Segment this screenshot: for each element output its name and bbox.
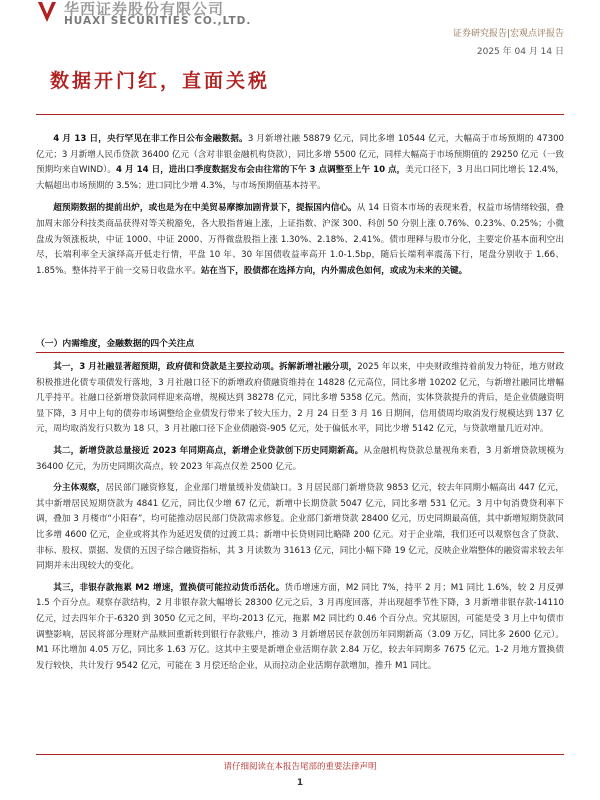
sec-4-run-0: 其三，非银存款拖累 M2 增速，置换债可能拉动货币活化。 — [53, 582, 285, 593]
intro-2-run-2: 站在当下，股债都在选择方向，内外需成色如何，或成为未来的关键。 — [200, 265, 468, 276]
company-name-en: HUAXI SECURITIES CO.,LTD. — [64, 15, 252, 27]
page-header — [0, 0, 600, 60]
sec-1-run-1: 2025 年以来，中央财政维持着前发力特征，地方财政积极推进化债专项债发行落地，3 月社融口径下的新增政府债融资维持在 14828 亿元高位，同比多增 10202 亿元，与新增社融同比增幅几乎持平。社融口径新增贷款同样迎来高增，规模达到 38278 亿元，同比多增 5358 亿元。然而，实体贷款提升的背后，是企业债融资明显下降，3 月中上旬的债券市场调整给企业债发行带来了较大压力，2 月 24 日至 3 月 16 日期间，信用债周均取消发行规模达到 137 亿元，周均取消发行只数为 18 只，3 月社融口径下企业债融资-905 亿元，处于偏低水平，同比少增 5142 亿元，与贷款增量几近对冲。 — [36, 362, 564, 435]
company-name-cn: 华西证券股份有限公司 — [64, 0, 225, 18]
sec-4-run-1: 货币增速方面，M2 同比 7%，持平 2 月；M1 同比 1.6%，较 2 月反弹 1.5 个百分点。观察存款结构，2 月非银存款大幅增长 28300 亿元之后，3 月再度回落，并出现超季节性下降，3 月新增非银存款-14110 亿元，过去四年介于-6320 到 3050 亿元之间，平均-2013 亿元，拖累 M2 同比约 0.46 个百分点。究其原因，可能是受 3 月上中旬债市调整影响，居民将部分理财产品赎回重新转到银行存款账户，推动 3 月新增居民存款创历年同期新高（3.09 万亿，同比多 2600 亿元）。M1 环比增加 4.05 万亿，同比多 1.63 万亿。这其中主要是新增企业活期存款 2.84 万亿，较去年同期多 7675 亿元。1-2 月地方置换债发行较快，共计发行 9542 亿元，可能在 3 月偿还给企业，从而拉动企业活期存款增加，推升 M1 同比。 — [36, 582, 564, 671]
intro-2-run-0: 超预期数据的提前出炉，或也是为在中美贸易摩擦加剧背景下，提振国内信心。 — [53, 203, 357, 214]
intro-body — [36, 132, 564, 286]
report-type: 证券研究报告|宏观点评报告 — [452, 29, 564, 39]
intro-1-run-1: 3 月新增社融 58879 亿元，同比多增 10544 亿元，大幅高于市场预期的 47300 亿元；3 月新增人民币贷款 36400 亿元（含对非银金融机构贷款），同比多增 5500 亿元，同样大幅高于市场预期值的 29250 亿元（一致预期均来自WIND）。 — [36, 134, 564, 176]
sec-3-run-0: 分主体观察， — [53, 483, 106, 494]
sec-2-run-0: 其二，新增贷款总量接近 2023 年同期高点，新增企业贷款创下历史同期新高。 — [53, 445, 364, 456]
section-paragraph-3 — [36, 481, 564, 575]
intro-1-run-2: 4 月 14 日，进出口季度数据发布会由往常的下午 3 点调整至上午 10 点， — [116, 165, 406, 176]
report-title: 数据开门红，直面关税 — [50, 70, 271, 92]
intro-2-run-1: 从 14 日资本市场的表现来看，权益市场情绪较强，叠加周末部分科技类商品获得对等关税豁免，各大股指普遍上涨，上证指数、沪深 300、科创 50 分别上涨 0.76%、0.23%、0.25%；小微盘成为领涨板块，中证 1000、中证 2000、万得微盘股指上涨 1.30%、2.18%、2.41%。债市理释与股市分化，主要定价基本面利空出尽，长端利率全天演绎高开低走行情，平盘 10 年、30 年国债收益率高开 1.0-1.5bp，随后长端利率震荡下行，尾盘分别收于 1.66、1.85%。整体持平于前一交易日收盘水平。 — [36, 203, 564, 276]
sec-1-run-0: 其一，3 月社融显著超预期，政府债和贷款是主要拉动项。拆解新增社融分项， — [53, 362, 358, 372]
section-paragraph-4 — [36, 581, 564, 675]
footer-divider — [36, 754, 564, 755]
huaxi-logo-icon — [36, 0, 58, 24]
section-paragraph-1 — [36, 360, 564, 438]
intro-paragraph-2 — [36, 201, 564, 279]
intro-paragraph-1 — [36, 132, 564, 194]
title-divider — [36, 114, 564, 115]
sec-2-run-1: 从金融机构贷款总量视角来看，3 月新增贷款规模为 36400 亿元，为历史同期次高点，较 2023 年高点仅差 2500 亿元。 — [36, 445, 565, 472]
intro-1-run-3: 美元口径下，3 月出口同比增长 12.4%，大幅超出市场预期的 3.5%；进口同比少增 4.3%，与市场预期值基本持平。 — [36, 165, 565, 191]
section-paragraph-2 — [36, 444, 564, 475]
section-body — [36, 360, 564, 680]
section-heading: （一）内需维度，金融数据的四个关注点 — [36, 339, 195, 349]
report-date: 2025 年 04 月 14 日 — [476, 47, 564, 57]
section-divider — [36, 352, 564, 353]
intro-1-run-0: 4 月 13 日，央行罕见在非工作日公布金融数据。 — [53, 134, 248, 144]
sec-3-run-1: 居民部门融资修复，企业部门增量缓补发债缺口。3 月居民部门新增贷款 9853 亿元，较去年同期小幅高出 447 亿元，其中新增居民短期贷款为 4841 亿元，同比仅少增 67 亿元，新增中长期贷款 5047 亿元，同比多增 531 亿元。3 月中旬消费贷利率下调，叠加 3 月楼市“小阳春”，均可能推动居民部门贷款需求修复。企业部门新增贷款 28400 亿元，历史同期最高值，其中新增短期贷款同比多增 4600 亿元，企业或将其作为延迟发债的过渡工具；新增中长贷则同比略降 200 亿元。对于企业端，我们还可以观察包含了贷款、非标、股权、票据、发债的五因子综合融资指标，其 3 月读数为 31613 亿元，同比小幅下降 19 亿元，反映企业端整体的融资需求较去年同期并未出现较大的变化。 — [36, 483, 564, 572]
page-number: 1 — [296, 778, 304, 788]
legal-notice: 请仔细阅读在本报告尾部的重要法律声明 — [223, 762, 377, 772]
